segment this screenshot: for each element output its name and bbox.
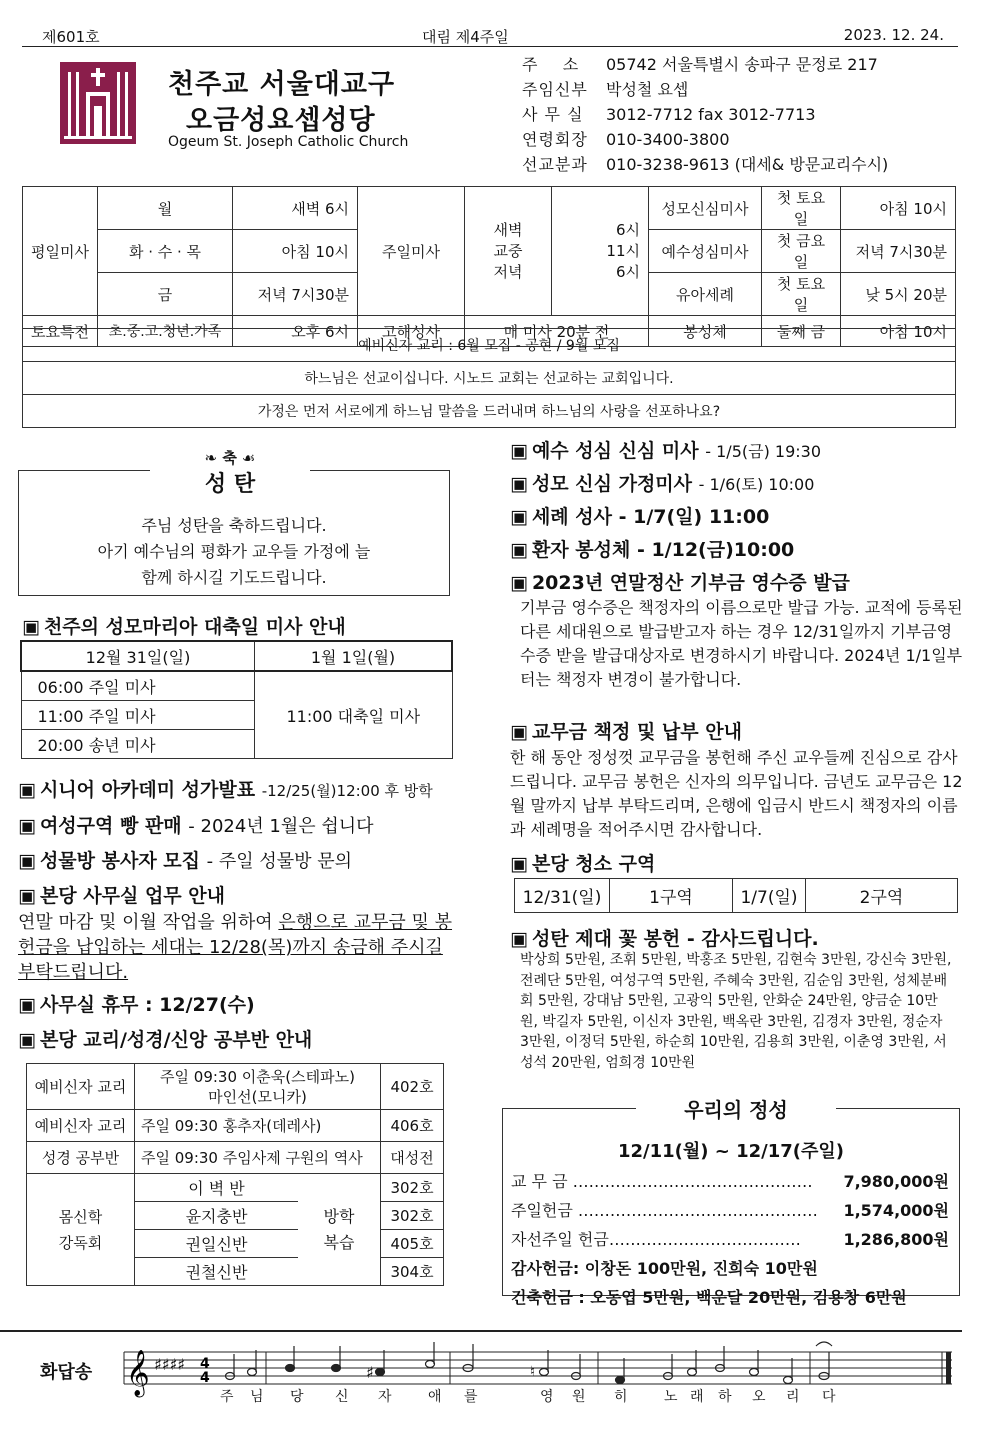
lyric-syllable: 님 <box>250 1389 264 1405</box>
offering-title: 우리의 정성 <box>636 1094 836 1124</box>
theology-room: 302호 <box>381 1202 444 1230</box>
svg-text:♮: ♮ <box>530 1364 536 1380</box>
key-signature-icon: ♯♯♯♯ <box>154 1355 185 1374</box>
sick-communion-text: 환자 봉성체 - 1/12(금)10:00 <box>531 539 795 561</box>
study-class-time: 주일 09:30 이춘욱(스테파노) 마인선(모니카) <box>135 1064 381 1110</box>
square-bullet-icon: ▣ <box>18 885 36 907</box>
contact-office: 3012-7712 fax 3012-7713 <box>606 105 816 124</box>
tax-receipt-text: 기부금 영수증은 책정자의 이름으로만 발급 가능. 교적에 등록된 다른 세대원으로 발급받고자 하는 경우 12/31일까지 기부금영수증 받을 발급대상자로 변경하시기 바랍니다. 2024년 1/1일부터는 책정자 변경이 불가합니다. <box>520 598 963 689</box>
special-mass-day: 첫 토요일 <box>762 273 841 316</box>
liturgical-week: 대림 제4주일 <box>422 28 509 46</box>
leaf-ornament-icon: ❧ 축 ☙ <box>204 449 256 467</box>
lyric-syllable: 당 <box>290 1389 304 1405</box>
study-class-name: 예비신자 교리 <box>27 1064 135 1110</box>
offering-label: 교 무 금 ……………………………………… <box>511 1172 813 1191</box>
square-bullet-icon: ▣ <box>22 616 40 638</box>
theology-status: 방학 복습 <box>298 1174 381 1286</box>
study-class-name: 성경 공부반 <box>27 1142 135 1174</box>
lyric-syllable: 주 <box>220 1389 234 1405</box>
bread-notice <box>18 811 374 838</box>
mary-mass-row: 20:00 송년 미사 <box>21 730 255 759</box>
lyric-syllable: 애 <box>428 1389 442 1405</box>
lyric-syllable: 리 <box>786 1389 800 1405</box>
lyric-syllable: 원 <box>572 1389 586 1405</box>
cleaning-date: 1/7(일) <box>733 879 806 913</box>
contact-label: 연령회장 <box>522 130 588 149</box>
offering-row <box>511 1167 949 1196</box>
theology-class: 권일신반 <box>135 1230 299 1258</box>
weekday-mass-label: 평일미사 <box>23 187 98 316</box>
square-bullet-icon: ▣ <box>510 721 528 743</box>
square-bullet-icon: ▣ <box>510 506 528 528</box>
office-title: 본당 사무실 업무 안내 <box>39 885 225 907</box>
study-heading <box>18 1025 312 1052</box>
baptism-text: 세례 성사 - 1/7(일) 11:00 <box>531 506 770 528</box>
mary-family-mass <box>510 469 814 496</box>
study-class-time: 주일 09:30 홍추자(데레사) <box>135 1110 381 1142</box>
christmas-line: 함께 하시길 기도드립니다. <box>141 568 327 587</box>
lyric-syllable: 노 <box>664 1389 678 1405</box>
dues-heading <box>510 717 742 744</box>
office-holiday-title: 사무실 휴무 : 12/27(수) <box>39 994 255 1016</box>
square-bullet-icon: ▣ <box>510 539 528 561</box>
offering-amount: 1,574,000원 <box>843 1201 949 1220</box>
lyric-syllable: 오 <box>752 1389 766 1405</box>
mass-schedule-table <box>22 186 956 347</box>
notice-line: 가정은 먼저 서로에게 하느님 말씀을 드러내며 하느님의 사랑을 선포하나요? <box>23 395 956 428</box>
shop-title: 성물방 봉사자 모집 <box>39 850 201 872</box>
study-class-room: 대성전 <box>381 1142 444 1174</box>
lyric-syllable: 하 <box>718 1389 732 1405</box>
issue-date: 2023. 12. 24. <box>843 26 944 44</box>
contact-label: 사 무 실 <box>522 105 584 124</box>
notice-box <box>22 328 956 428</box>
offering-label: 주일헌금 ……………………………………… <box>511 1201 818 1220</box>
offering-box <box>502 1108 960 1307</box>
christmas-heading <box>150 449 310 497</box>
square-bullet-icon: ▣ <box>18 994 36 1016</box>
contact-mission: 010-3238-9613 (대세& 방문교리수시) <box>606 155 889 174</box>
cleaning-zone: 2구역 <box>806 879 958 913</box>
square-bullet-icon: ▣ <box>510 928 528 950</box>
svg-text:4: 4 <box>200 1370 210 1386</box>
mary-feast-title: 천주의 성모마리아 대축일 미사 안내 <box>43 616 346 638</box>
weekday-time: 아침 10시 <box>233 230 358 273</box>
offering-amount: 1,286,800원 <box>843 1230 949 1249</box>
square-bullet-icon: ▣ <box>18 850 36 872</box>
contact-funeral: 010-3400-3800 <box>606 130 730 149</box>
theology-class: 권철신반 <box>135 1258 299 1286</box>
shop-detail: - 주일 성물방 문의 <box>206 851 353 872</box>
saturday-mass-who: 초.중.고.청년.가족 <box>98 316 233 347</box>
offering-amount: 7,980,000원 <box>843 1172 949 1191</box>
flower-offering-heading <box>510 924 819 951</box>
office-notice-text <box>18 910 458 985</box>
theology-class: 이 벽 반 <box>135 1174 299 1202</box>
office-notice-heading <box>18 881 225 908</box>
offering-row <box>511 1196 949 1225</box>
dues-title: 교무금 책정 및 납부 안내 <box>531 721 742 743</box>
lyric-syllable: 다 <box>822 1389 836 1405</box>
sacred-heart-title: 예수 성심 신심 미사 <box>531 440 699 462</box>
flower-offering-list: 박상희 5만원, 조휘 5만원, 박홍조 5만원, 김현숙 3만원, 강신숙 3만원, 전례단 5만원, 여성구역 5만원, 주혜숙 3만원, 김순임 3만원, 성체분배회 5만원, 강대남 5만원, 고광익 5만원, 안화순 24만원, 양금순 10만원, 박길자 5만원, 이신자 3만원, 백옥란 3만원, 김경자 3만원, 정순자 3만원, 이정덕 5만원, 하순희 10만원, 김용희 3만원, 이춘영 3만원, 서성석 20만원, 엄희경 10만원 <box>520 952 952 1071</box>
psalm-lyrics <box>0 1386 983 1410</box>
mary-jan1-mass: 11:00 대축일 미사 <box>255 671 453 759</box>
sunday-mass-label: 주일미사 <box>358 187 465 316</box>
lyric-syllable: 영 <box>540 1389 554 1405</box>
offering-label: 자선주일 헌금……………………………… <box>511 1230 801 1249</box>
contact-info <box>522 52 888 177</box>
lyric-syllable: 래 <box>690 1389 704 1405</box>
contact-label: 선교분과 <box>522 155 588 174</box>
contact-label: 주 소 <box>522 55 580 74</box>
sunday-mass-times: 6시 11시 6시 <box>552 187 649 316</box>
study-class-room: 402호 <box>381 1064 444 1110</box>
baptism-notice <box>510 502 769 529</box>
lyric-syllable: 신 <box>335 1389 349 1405</box>
office-holiday-notice <box>18 990 255 1017</box>
contact-pastor: 박성철 요셉 <box>606 80 689 99</box>
cleaning-table <box>514 878 958 913</box>
christmas-line: 아기 예수님의 평화가 교우들 가정에 늘 <box>97 542 371 561</box>
square-bullet-icon: ▣ <box>510 473 528 495</box>
study-title: 본당 교리/성경/신앙 공부반 안내 <box>39 1029 313 1051</box>
christmas-line: 주님 성탄을 축하드립니다. <box>141 516 327 535</box>
saturday-mass-time: 오후 6시 <box>233 316 358 347</box>
special-mass-day: 첫 토요일 <box>762 187 841 230</box>
bread-detail: - 2024년 1월은 쉽니다 <box>188 816 374 837</box>
square-bullet-icon: ▣ <box>510 440 528 462</box>
office-text-plain: 연말 마감 및 이월 작업을 위하여 <box>18 912 279 933</box>
church-name-english: Ogeum St. Joseph Catholic Church <box>168 134 409 150</box>
svg-text:♯: ♯ <box>366 1363 374 1382</box>
sick-communion-notice <box>510 535 794 562</box>
sunday-mass-kinds: 새벽 교중 저녁 <box>465 187 552 316</box>
lyric-syllable: 를 <box>464 1389 478 1405</box>
psalm-label: 화답송 <box>40 1362 93 1383</box>
weekday-time: 저녁 7시30분 <box>233 273 358 316</box>
psalm-response-score <box>0 1330 983 1435</box>
mary-mass-row: 11:00 주일 미사 <box>21 701 255 730</box>
sacred-heart-mass <box>510 436 821 463</box>
lyric-syllable: 히 <box>614 1389 628 1405</box>
church-name-line1: 천주교 서울대교구 <box>168 69 396 100</box>
special-mass-name: 봉성체 <box>649 316 762 347</box>
tax-receipt-heading <box>510 568 850 595</box>
shop-notice <box>18 846 352 873</box>
thanks-offering: 감사헌금: 이창돈 100만원, 진희숙 10만원 <box>511 1259 818 1278</box>
bread-title: 여성구역 빵 판매 <box>39 815 182 837</box>
weekday-day: 월 <box>98 187 233 230</box>
christmas-title: 성 탄 <box>204 472 256 497</box>
sacred-heart-date: - 1/5(금) 19:30 <box>705 442 822 461</box>
offering-period: 12/11(월) ~ 12/17(주일) <box>617 1141 845 1162</box>
mary-feast-heading <box>22 612 346 639</box>
special-mass-time: 저녁 7시30분 <box>841 230 956 273</box>
study-class-room: 406호 <box>381 1110 444 1142</box>
special-mass-name: 유아세례 <box>649 273 762 316</box>
cleaning-title: 본당 청소 구역 <box>531 853 656 875</box>
square-bullet-icon: ▣ <box>510 572 528 594</box>
study-class-table <box>26 1063 444 1286</box>
cleaning-date: 12/31(일) <box>515 879 610 913</box>
flower-offering-title: 성탄 제대 꽃 봉헌 - 감사드립니다. <box>531 928 819 950</box>
mary-col-dec31: 12월 31일(일) <box>21 641 255 671</box>
mary-family-title: 성모 신심 가정미사 <box>531 473 693 495</box>
academy-detail: -12/25(월)12:00 후 방학 <box>261 782 433 800</box>
issue-bar <box>22 24 958 47</box>
mary-feast-table <box>20 640 453 759</box>
office-text-underlined: 은행으로 교무금 및 봉헌금을 납입하는 세대는 12/28(목)까지 송금해 주시길 부탁드립니다. <box>18 912 453 983</box>
offering-row <box>511 1225 949 1254</box>
contact-label: 주임신부 <box>522 80 588 99</box>
study-class-time: 주일 09:30 주임사제 구원의 역사 <box>135 1142 381 1174</box>
notice-line: 예비신자 교리 : 6월 모집 - 공현 / 9월 모집 <box>23 329 956 362</box>
square-bullet-icon: ▣ <box>18 1029 36 1051</box>
church-name-line2: 오금성요셉성당 <box>186 105 376 136</box>
theology-room: 405호 <box>381 1230 444 1258</box>
church-logo <box>60 62 136 144</box>
special-mass-name: 예수성심미사 <box>649 230 762 273</box>
weekday-time: 새벽 6시 <box>233 187 358 230</box>
special-mass-day: 둘째 금 <box>762 316 841 347</box>
special-mass-day: 첫 금요일 <box>762 230 841 273</box>
mary-mass-row: 06:00 주일 미사 <box>21 671 255 701</box>
christmas-ornament-text: 축 <box>222 449 237 467</box>
building-offering: 건축헌금 : 오동엽 5만원, 백운달 20만원, 김용창 6만원 <box>511 1288 907 1307</box>
square-bullet-icon: ▣ <box>510 853 528 875</box>
treble-clef-icon: 𝄞 <box>126 1350 150 1396</box>
saturday-mass-label: 토요특전 <box>23 316 98 347</box>
academy-notice <box>18 775 433 802</box>
theology-group-name: 몸신학 강독회 <box>27 1174 135 1286</box>
weekday-day: 금 <box>98 273 233 316</box>
cleaning-zone: 1구역 <box>610 879 733 913</box>
square-bullet-icon: ▣ <box>18 815 36 837</box>
issue-number: 제601호 <box>42 28 100 46</box>
lyric-syllable: 자 <box>378 1389 392 1405</box>
special-mass-time: 낮 5시 20분 <box>841 273 956 316</box>
special-mass-time: 아침 10시 <box>841 316 956 347</box>
theology-room: 302호 <box>381 1174 444 1202</box>
dues-text: 한 해 동안 정성껏 교무금을 봉헌해 주신 교우들께 진심으로 감사드립니다. 교무금 봉헌은 신자의 의무입니다. 금년도 교무금은 12월 말까지 납부 부탁드리며, 은행에 입금시 반드시 책정자의 이름과 세례명을 적어주시면 감사합니다. <box>510 748 963 839</box>
square-bullet-icon: ▣ <box>18 779 36 801</box>
theology-room: 304호 <box>381 1258 444 1286</box>
notice-line: 하느님은 선교이십니다. 시노드 교회는 선교하는 교회입니다. <box>23 362 956 395</box>
confession-value: 매 미사 20분 전 <box>465 316 649 347</box>
special-mass-name: 성모신심미사 <box>649 187 762 230</box>
contact-address: 05742 서울특별시 송파구 문정로 217 <box>606 55 878 74</box>
svg-text:4: 4 <box>200 1356 210 1372</box>
weekday-day: 화 · 수 · 목 <box>98 230 233 273</box>
confession-label: 고해성사 <box>358 316 465 347</box>
theology-class: 윤지충반 <box>135 1202 299 1230</box>
study-class-name: 예비신자 교리 <box>27 1110 135 1142</box>
cleaning-heading <box>510 849 655 876</box>
academy-title: 시니어 아카데미 성가발표 <box>39 779 256 801</box>
mary-col-jan1: 1월 1일(월) <box>255 641 453 671</box>
special-mass-time: 아침 10시 <box>841 187 956 230</box>
tax-receipt-title: 2023년 연말정산 기부금 영수증 발급 <box>531 572 850 594</box>
mary-family-date: - 1/6(토) 10:00 <box>698 475 815 494</box>
